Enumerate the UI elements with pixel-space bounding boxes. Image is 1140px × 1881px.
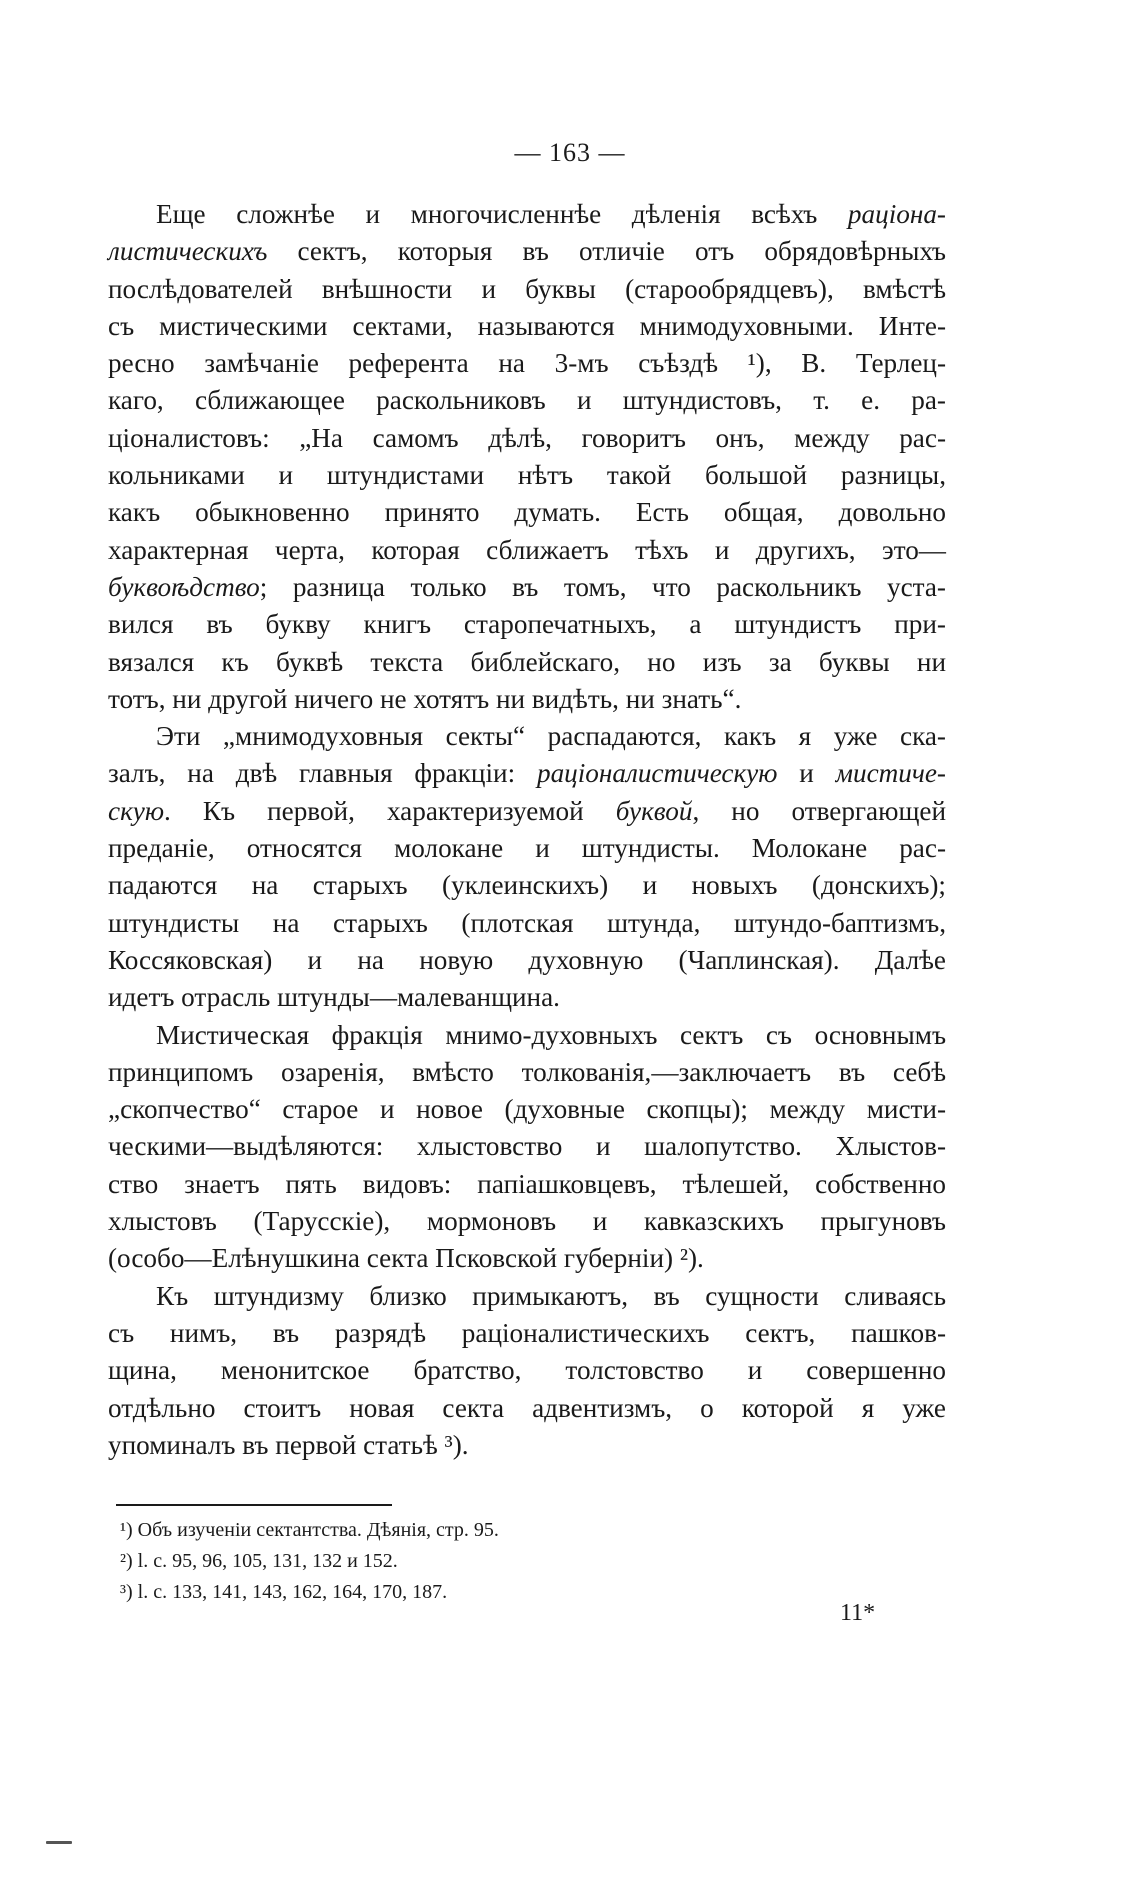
text-line: ресно замѣчаніе референта на 3-мъ съѣздѣ ¹), В. Терлец- xyxy=(108,348,946,379)
text-line: щина, менонитское братство, толстовство и совершенно xyxy=(108,1355,946,1386)
text-line: каго, сближающее раскольниковъ и штундистовъ, т. е. ра- xyxy=(108,385,946,416)
page-number: — 163 — xyxy=(514,138,626,167)
text-line: Еще сложнѣе и многочисленнѣе дѣленія всѣхъ раціона- xyxy=(156,199,946,229)
footnotes xyxy=(120,1515,940,1608)
text-line: вился въ букву книгъ старопечатныхъ, а штундистъ при- xyxy=(108,609,946,640)
text-line: штундисты на старыхъ (плотская штунда, штундо-баптизмъ, xyxy=(108,907,946,938)
main-text xyxy=(108,196,946,1464)
paragraph-1 xyxy=(108,196,946,718)
text-line: послѣдователей внѣшности и буквы (старообрядцевъ), вмѣстѣ xyxy=(108,273,946,304)
text-line: идетъ отрасль штунды—малеванщина. xyxy=(108,982,560,1013)
text-line: Къ штундизму близко примыкаютъ, въ сущности сливаясь xyxy=(156,1280,946,1311)
text-line: хлыстовъ (Тарусскіе), мормоновъ и кавказскихъ прыгуновъ xyxy=(108,1206,946,1237)
text-line: листическихъ сектъ, которыя въ отличіе отъ обрядовѣрныхъ xyxy=(108,236,946,267)
text-line: ціоналистовъ: „На самомъ дѣлѣ, говоритъ онъ, между рас- xyxy=(108,422,946,453)
paragraph-4 xyxy=(108,1278,946,1464)
footnote-3: ³) l. c. 133, 141, 143, 162, 164, 170, 187. xyxy=(120,1581,448,1603)
footnote-2: ²) l. c. 95, 96, 105, 131, 132 и 152. xyxy=(120,1550,398,1572)
text-line: съ мистическими сектами, называются мнимодуховными. Инте- xyxy=(108,310,946,341)
text-line: ческими—выдѣляются: хлыстовство и шалопутство. Хлыстов- xyxy=(108,1131,946,1162)
text-line: какъ обыкновенно принято думать. Есть общая, довольно xyxy=(108,497,946,528)
footnote-1: ¹) Объ изученіи сектантства. Дѣянія, стр. 95. xyxy=(120,1519,499,1541)
text-line: упоминалъ въ первой статьѣ ³). xyxy=(108,1429,469,1460)
text-line: Эти „мнимодуховныя секты“ распадаются, какъ я уже ска- xyxy=(156,721,946,752)
text-line: тотъ, ни другой ничего не хотятъ ни видѣть, ни знать“. xyxy=(108,683,742,714)
text-line: „скопчество“ старое и новое (духовные скопцы); между мисти- xyxy=(108,1094,946,1125)
text-line: кольниками и штундистами нѣтъ такой большой разницы, xyxy=(108,460,946,491)
text-line: скую. Къ первой, характеризуемой буквой, но отвергающей xyxy=(108,795,946,826)
text-line: Мистическая фракція мнимо-духовныхъ сектъ съ основнымъ xyxy=(156,1019,946,1050)
paragraph-2 xyxy=(108,718,946,1016)
text-line: отдѣльно стоитъ новая секта адвентизмъ, о которой я уже xyxy=(108,1392,946,1423)
text-line: (особо—Елѣнушкина секта Псковской губерніи) ²). xyxy=(108,1243,704,1274)
text-line: буквоѣдство; разница только въ томъ, что раскольникъ уста- xyxy=(108,571,946,602)
paragraph-3 xyxy=(108,1017,946,1278)
text-line: вязался къ буквѣ текста библейскаго, но изъ за буквы ни xyxy=(108,646,946,677)
text-line: падаются на старыхъ (уклеинскихъ) и новыхъ (донскихъ); xyxy=(108,870,946,901)
text-line: съ нимъ, въ разрядѣ раціоналистическихъ сектъ, пашков- xyxy=(108,1317,946,1348)
text-line: Коссяковская) и на новую духовную (Чаплинская). Далѣе xyxy=(108,944,946,975)
text-line: преданіе, относятся молокане и штундисты. Молокане рас- xyxy=(108,833,946,864)
text-line: залъ, на двѣ главныя фракціи: раціоналистическую и мистиче- xyxy=(108,758,946,789)
text-line: ство знаетъ пять видовъ: папіашковцевъ, тѣлешей, собственно xyxy=(108,1168,946,1199)
text-line: принципомъ озаренія, вмѣсто толкованія,—заключаетъ въ себѣ xyxy=(108,1056,946,1087)
footnote-divider xyxy=(116,1504,392,1506)
text-line: характерная черта, которая сближаетъ тѣхъ и другихъ, это— xyxy=(108,534,946,565)
printer-signature-mark: 11* xyxy=(840,1600,876,1626)
scan-edge-mark xyxy=(46,1841,72,1844)
